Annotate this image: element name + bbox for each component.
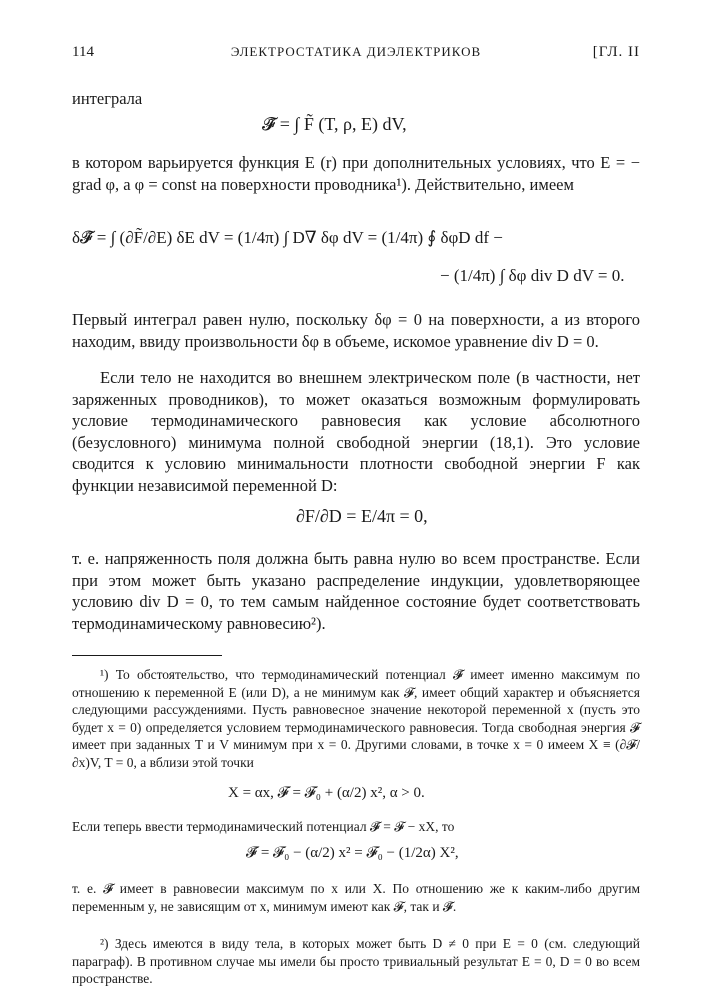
page-number: 114 bbox=[72, 44, 94, 60]
paragraph-1: интеграла bbox=[72, 89, 143, 108]
running-title: ЭЛЕКТРОСТАТИКА ДИЭЛЕКТРИКОВ bbox=[230, 44, 482, 59]
chapter-label: [ГЛ. II bbox=[592, 44, 640, 60]
footnote-1-part-a: ¹) То обстоятельство, что термодинамический потенциал 𝓕̃ имеет именно максимум по отношению к переменной E (или D), а не минимум как 𝓕, имеет общий характер и объясняется следующими рассуждениями. Пусть равновесное значение некоторой переменной x (пусть это будет x = 0) определяется условием термодинамического равновесия. Тогда свободная энергия 𝓕 имеет при заданных T и V минимум при x = 0. Другими словами, в точке x = 0 имеем X ≡ (∂𝓕/∂x)V, T = 0, а вблизи этой точки bbox=[72, 667, 640, 770]
equation-1: 𝓕̃ = ∫ F̃ (T, ρ, E) dV, bbox=[262, 114, 407, 134]
equation-3: ∂F/∂D = E/4π = 0, bbox=[296, 506, 428, 526]
paragraph-4: Если тело не находится во внешнем электрическом поле (в частности, нет заряженных проводников), то может оказаться возможным формулировать условие термодинамического равновесия как условие абсолютного (безусловного) минимума полной свободной энергии (18,1). Это условие сводится к условию минимальности плотности свободной энергии F как функции независимой переменной D: bbox=[72, 368, 640, 495]
page-header bbox=[72, 44, 640, 66]
equation-2-line-2: − (1/4π) ∫ δφ div D dV = 0. bbox=[440, 266, 625, 285]
footnote-1-equation-2: 𝓕̃ = 𝓕₀ − (α/2) x² = 𝓕₀ − (1/2α) X², bbox=[246, 845, 459, 861]
footnote-2: ²) Здесь имеются в виду тела, в которых может быть D ≠ 0 при E = 0 (см. следующий параграф). В противном случае мы имели бы просто тривиальный результат E = 0, D = 0 во всем пространстве. bbox=[72, 936, 640, 986]
footnote-1-part-c: т. е. 𝓕̃ имеет в равновесии максимум по x или X. По отношению же к каким-либо другим переменным y, не зависящим от x, минимум имеют как 𝓕, так и 𝓕̃. bbox=[72, 881, 640, 914]
paragraph-3: Первый интеграл равен нулю, поскольку δφ = 0 на поверхности, а из второго находим, ввиду произвольности δφ в объеме, искомое уравнение div D = 0. bbox=[72, 310, 640, 351]
paragraph-5: т. е. напряженность поля должна быть равна нулю во всем пространстве. Если при этом может быть указано распределение индукции, удовлетворяющее условию div D = 0, то тем самым найденное состояние будет соответствовать термодинамическому равновесию²). bbox=[72, 549, 640, 633]
paragraph-2: в котором варьируется функция E (r) при дополнительных условиях, что E = − grad φ, а φ = const на поверхности проводника¹). Действительно, имеем bbox=[72, 153, 640, 194]
equation-2-line-1: δ𝓕̃ = ∫ (∂F̃/∂E) δE dV = (1/4π) ∫ D∇ δφ dV = (1/4π) ∮ δφD df − bbox=[72, 228, 503, 247]
footnote-1-equation-1: X = αx, 𝓕 = 𝓕₀ + (α/2) x², α > 0. bbox=[228, 785, 425, 801]
footnote-1-part-b: Если теперь ввести термодинамический потенциал 𝓕̃ = 𝓕 − xX, то bbox=[72, 819, 455, 834]
footnote-separator bbox=[72, 655, 222, 656]
